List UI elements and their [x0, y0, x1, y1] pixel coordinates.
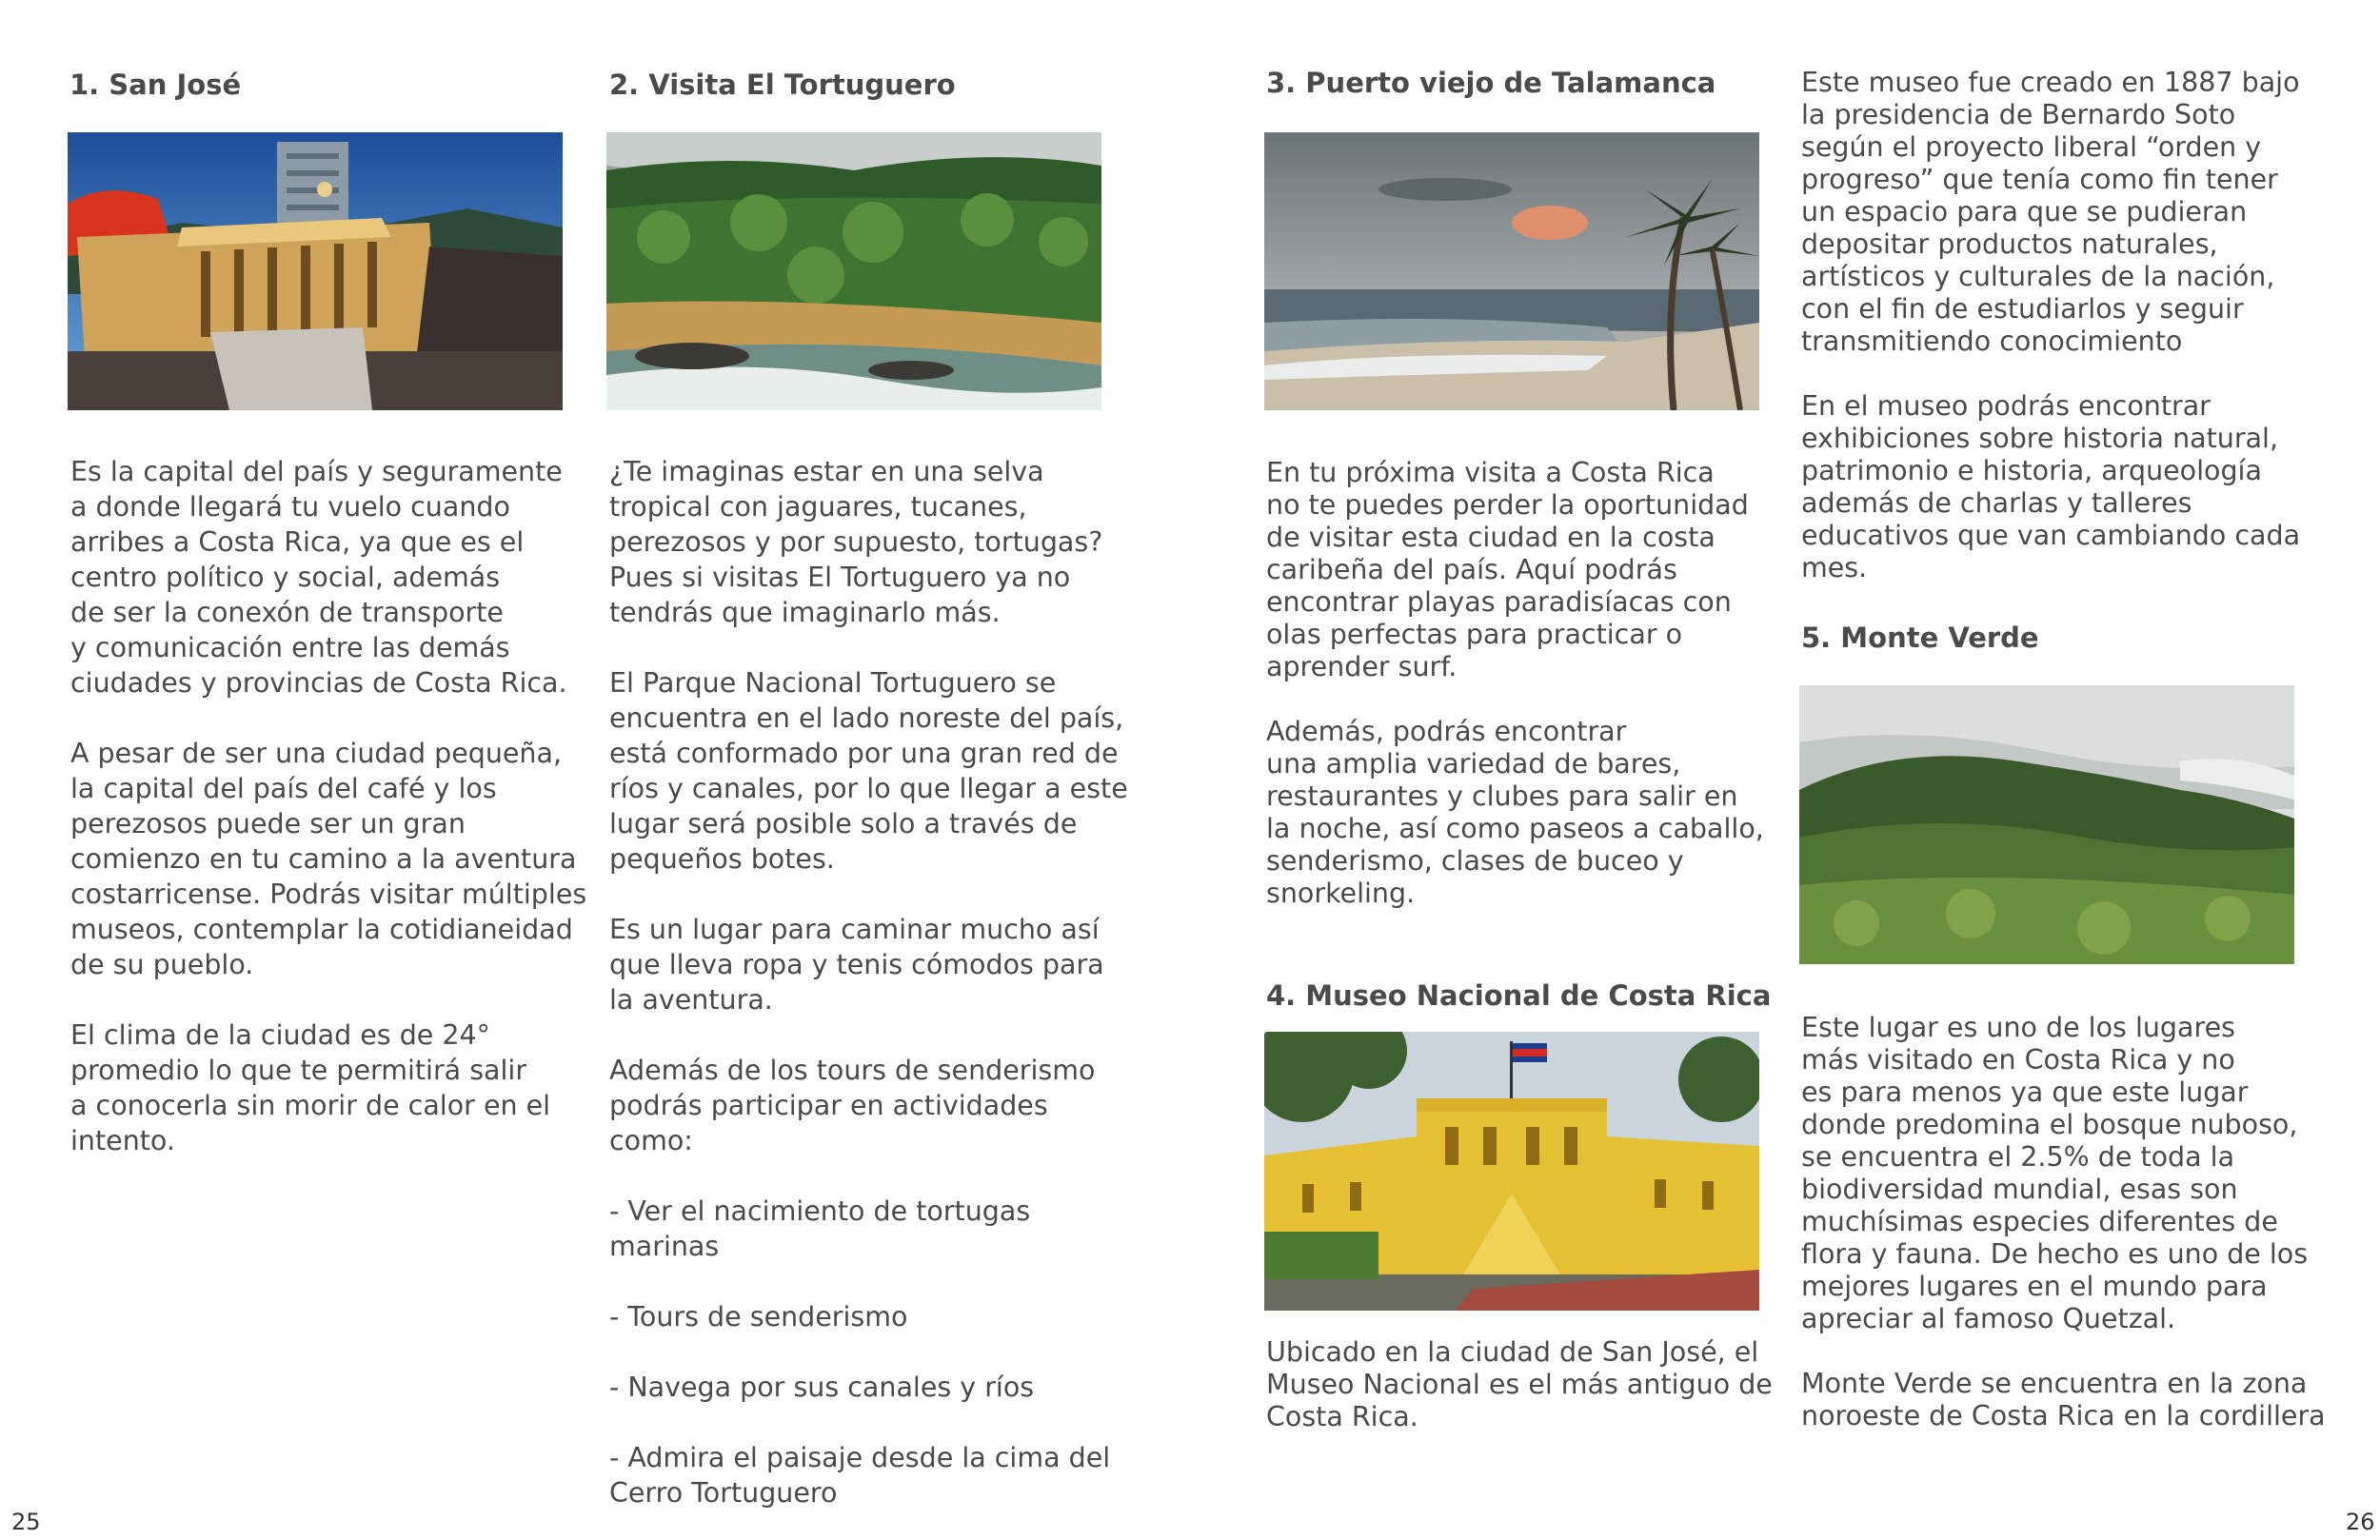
- monte-verde-paragraph-1: Este lugar es uno de los lugares más visitado en Costa Rica y no es para menos ya que este lugar donde predomina el bosque nuboso, se encuentra el 2.5% de toda la biodiversidad mundial, esas son muchísimas especies diferentes de flora y fauna. De hecho es uno de los mejores lugares en el mundo para apreciar al famoso Quetzal.: [1801, 1012, 2309, 1334]
- puerto-viejo-paragraph-2: Además, podrás encontrar una amplia variedad de bares, restaurantes y clubes para salir en la noche, así como paseos a caballo, senderismo, clases de buceo y snorkeling.: [1266, 716, 1764, 909]
- page-number-left: 25: [11, 1509, 41, 1535]
- section-title-museo-nacional: 4. Museo Nacional de Costa Rica: [1266, 979, 1772, 1012]
- section-title-puerto-viejo: 3. Puerto viejo de Talamanca: [1266, 67, 1716, 99]
- tortuguero-text: [609, 454, 1142, 1510]
- san-jose-text: [70, 454, 604, 1158]
- tortuguero-paragraph-4: Además de los tours de senderismo podrás participar en actividades como:: [609, 1055, 1096, 1156]
- museo-nacional-photo: [1264, 1032, 1759, 1311]
- san-jose-paragraph-3: El clima de la ciudad es de 24° promedio lo que te permitirá salir a conocerla sin morir de calor en el intento.: [70, 1019, 551, 1156]
- section-title-san-jose: 1. San José: [69, 69, 242, 101]
- puerto-viejo-text: [1266, 457, 1799, 910]
- san-jose-theatre-photo: [68, 132, 563, 410]
- tortuguero-list-item-1: - Ver el nacimiento de tortugas marinas: [609, 1195, 1031, 1262]
- san-jose-paragraph-2: A pesar de ser una ciudad pequeña, la capital del país del café y los perezosos puede ser un gran comienzo en tu camino a la aventura costarricense. Podrás visitar múltiples museos, contemplar la cotidianeidad de su pueblo.: [70, 738, 587, 980]
- san-jose-paragraph-1: Es la capital del país y seguramente a donde llegará tu vuelo cuando arribes a Costa Rica, ya que es el centro político y social, además de ser la conexón de transporte y comunicación entre las demás ciudades y provincias de Costa Rica.: [70, 456, 567, 699]
- page-number-right: 26: [2346, 1509, 2375, 1535]
- monte-verde-paragraph-2: Monte Verde se encuentra en la zona noroeste de Costa Rica en la cordillera: [1801, 1368, 2326, 1431]
- section-title-monte-verde: 5. Monte Verde: [1801, 622, 2039, 654]
- tortuguero-list-item-3: - Navega por sus canales y ríos: [609, 1372, 1035, 1403]
- museo-paragraph-1: Ubicado en la ciudad de San José, el Museo Nacional es el más antiguo de Costa Rica.: [1266, 1336, 1773, 1432]
- tortuguero-paragraph-2: El Parque Nacional Tortuguero se encuentra en el lado noreste del país, está conformado por una gran red de ríos y canales, por lo que llegar a este lugar será posible solo a través de pequeños botes.: [609, 667, 1128, 875]
- tortuguero-list-item-2: - Tours de senderismo: [609, 1301, 908, 1333]
- section-title-tortuguero: 2. Visita El Tortuguero: [609, 69, 956, 101]
- tortuguero-list-item-4: - Admira el paisaje desde la cima del Cerro Tortuguero: [609, 1442, 1111, 1509]
- museo-paragraph-2: Este museo fue creado en 1887 bajo la presidencia de Bernardo Soto según el proyecto liberal “orden y progreso” que tenía como fin tener un espacio para que se pudieran depositar productos naturales, artísticos y culturales de la nación, con el fin de estudiarlos y seguir transmitiendo conocimiento: [1801, 67, 2300, 357]
- tortuguero-photo: [606, 132, 1101, 410]
- puerto-viejo-beach-photo: [1264, 132, 1759, 410]
- monte-verde-photo: [1799, 685, 2294, 964]
- museo-paragraph-3: En el museo podrás encontrar exhibiciones sobre historia natural, patrimonio e historia, arqueología además de charlas y talleres educativos que van cambiando cada mes.: [1801, 390, 2301, 583]
- museo-nacional-intro-text: [1266, 1336, 1799, 1433]
- puerto-viejo-paragraph-1: En tu próxima visita a Costa Rica no te puedes perder la oportunidad de visitar esta ciudad en la costa caribeña del país. Aquí podrás encontrar playas paradisíacas con olas perfectas para practicar o aprender surf.: [1266, 457, 1749, 682]
- tortuguero-paragraph-1: ¿Te imaginas estar en una selva tropical con jaguares, tucanes, perezosos y por supuesto, tortugas? Pues si visitas El Tortuguero ya no tendrás que imaginarlo más.: [609, 456, 1103, 628]
- monte-verde-text: [1801, 1012, 2353, 1432]
- museo-nacional-continued-text: [1801, 67, 2353, 584]
- tortuguero-paragraph-3: Es un lugar para caminar mucho así que lleva ropa y tenis cómodos para la aventura.: [609, 914, 1104, 1016]
